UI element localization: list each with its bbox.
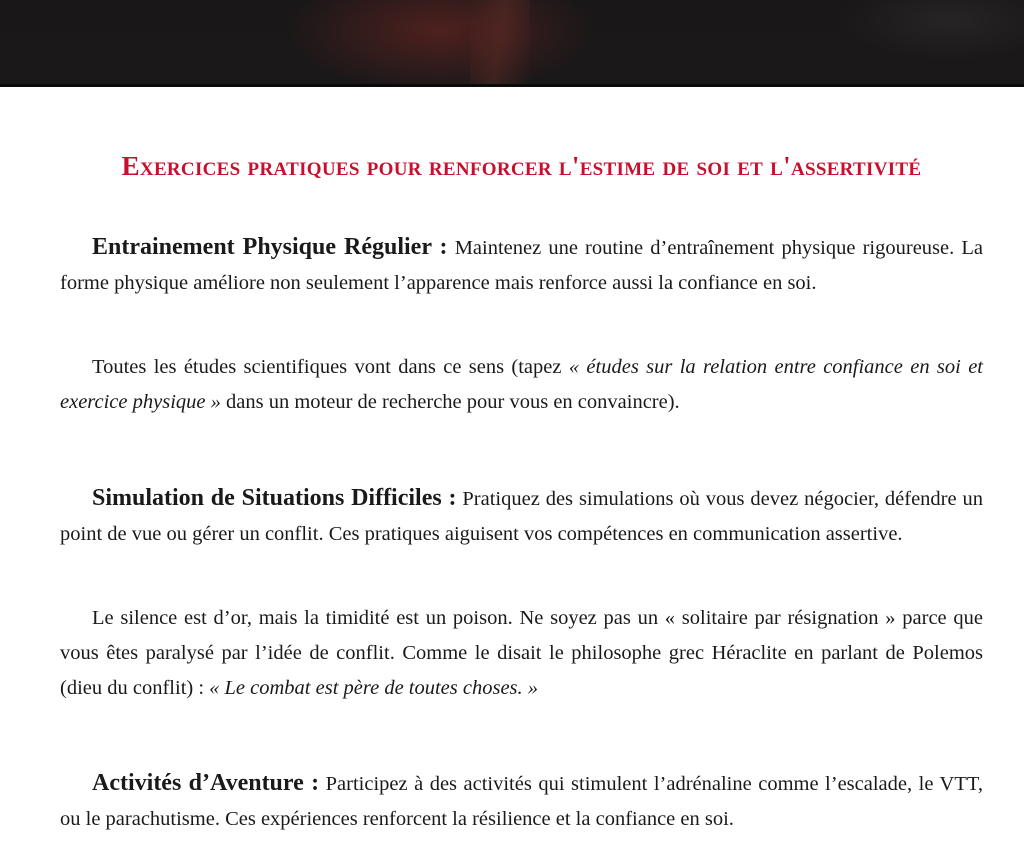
note-paragraph <box>60 350 983 420</box>
exercise-physical <box>60 230 983 301</box>
note-paragraph <box>60 601 983 706</box>
banner-shading <box>470 0 530 84</box>
exercise-paragraph <box>60 481 983 552</box>
exercise-paragraph <box>60 766 983 837</box>
exercise-text: Pratiquez des simulations où vous devez négocier, défendre un point de vue ou gérer un conflit. Ces pratiques aiguisent vos compétences en communication assertive. <box>60 488 984 545</box>
note-quote: « Le combat est père de toutes choses. » <box>209 677 539 699</box>
exercise-term: Activités d’Aventure : <box>92 770 320 796</box>
note-quote: « études sur la relation entre confiance en soi et exercice physique » <box>60 356 983 413</box>
exercise-term: Simulation de Situations Difficiles : <box>92 485 457 511</box>
note-text: Le silence est d’or, mais la timidité est un poison. Ne soyez pas un « solitaire par résignation » parce que vous êtes paralysé par l’idée de conflit. Comme le disait le philosophe grec Héraclite en parlant de Polemos (dieu du conflit) : <box>60 607 983 699</box>
exercise-adventure <box>60 766 983 837</box>
section-heading: Exercices pratiques pour renforcer l'estime de soi et l'assertivité <box>121 151 922 181</box>
header-banner-image <box>0 0 1024 87</box>
exercise-simulation <box>60 481 983 552</box>
exercise-term: Entrainement Physique Régulier : <box>92 234 448 260</box>
exercise-text: Maintenez une routine d’entraînement physique rigoureuse. La forme physique améliore non seulement l’apparence mais renforce aussi la confiance en soi. <box>60 237 984 294</box>
document-page <box>60 87 984 830</box>
exercise-simulation-note <box>60 601 983 706</box>
note-text-end: dans un moteur de recherche pour vous en convaincre). <box>220 391 680 413</box>
exercise-paragraph <box>60 230 983 301</box>
exercise-text: Participez à des activités qui stimulent l’adrénaline comme l’escalade, le VTT, ou le parachutisme. Ces expériences renforcent la résilience et la confiance en soi. <box>60 773 983 830</box>
note-text: Toutes les études scientifiques vont dans ce sens (tapez <box>92 356 569 378</box>
exercise-physical-note <box>60 350 983 420</box>
